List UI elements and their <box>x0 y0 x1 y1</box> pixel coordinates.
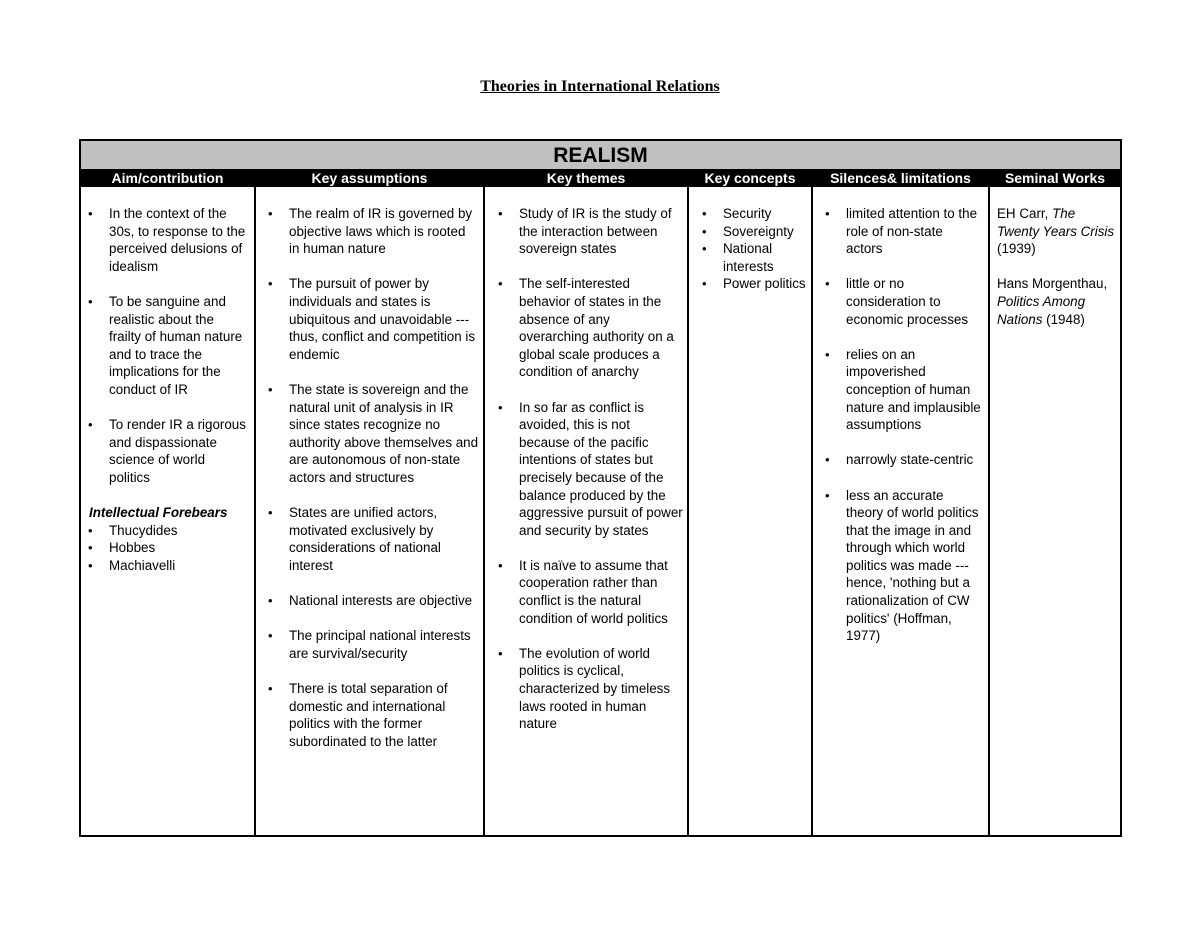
list-item: • The self-interested behavior of states in the absence of any overarching authority on a global scale produces a condition of anarchy <box>491 275 683 381</box>
seminal-work <box>997 275 1115 328</box>
aim-list <box>81 205 247 487</box>
work-year: (1939) <box>997 241 1036 257</box>
header-assumptions: Key assumptions <box>256 169 483 187</box>
column-divider <box>483 169 485 835</box>
list-item: • The pursuit of power by individuals and states is ubiquitous and unavoidable --- thus, conflict and competition is endemic <box>261 275 479 363</box>
themes-list <box>491 205 683 733</box>
list-item: • National interests are objective <box>261 592 479 610</box>
list-item: • It is naïve to assume that cooperation rather than conflict is the natural condition of world politics <box>491 557 683 627</box>
table-banner: REALISM <box>81 141 1120 170</box>
list-item: • In so far as conflict is avoided, this is not because of the pacific intentions of states but precisely because of the balance produced by the aggressive pursuit of power and security by states <box>491 399 683 540</box>
list-item: • Thucydides <box>81 522 247 540</box>
list-item: • The principal national interests are survival/security <box>261 627 479 662</box>
cell-works <box>997 205 1115 346</box>
seminal-work <box>997 205 1115 258</box>
header-works: Seminal Works <box>990 169 1120 187</box>
list-item: • Hobbes <box>81 539 247 557</box>
work-author: Hans Morgenthau, <box>997 276 1108 292</box>
cell-themes <box>491 205 683 750</box>
forebears-list <box>81 522 247 575</box>
list-item: • Study of IR is the study of the interaction between sovereign states <box>491 205 683 258</box>
column-divider <box>254 169 256 835</box>
list-item: • The realm of IR is governed by objective laws which is rooted in human nature <box>261 205 479 258</box>
header-silences: Silences& limitations <box>813 169 988 187</box>
list-item: • National interests <box>695 240 807 275</box>
cell-assumptions <box>261 205 479 768</box>
list-item: • To render IR a rigorous and dispassionate science of world politics <box>81 416 247 486</box>
cell-aim <box>81 205 247 574</box>
list-item: • To be sanguine and realistic about the frailty of human nature and to trace the implications for the conduct of IR <box>81 293 247 399</box>
list-item: • The state is sovereign and the natural unit of analysis in IR since states recognize no authority above themselves and are autonomous of non-state actors and structures <box>261 381 479 487</box>
header-concepts: Key concepts <box>689 169 811 187</box>
list-item: • The evolution of world politics is cyclical, characterized by timeless laws rooted in human nature <box>491 645 683 733</box>
list-item: • There is total separation of domestic and international politics with the former subordinated to the latter <box>261 680 479 750</box>
list-item: • little or no consideration to economic processes <box>818 275 982 328</box>
cell-concepts <box>695 205 807 293</box>
list-item: • States are unified actors, motivated exclusively by considerations of national interest <box>261 504 479 574</box>
forebears-heading: Intellectual Forebears <box>89 505 228 521</box>
work-year: (1948) <box>1046 311 1085 327</box>
work-title: The Twenty Years Crisis <box>997 206 1115 239</box>
list-item: • In the context of the 30s, to response to the perceived delusions of idealism <box>81 205 247 275</box>
realism-table <box>79 139 1122 837</box>
list-item: • Sovereignty <box>695 223 807 241</box>
document-title: Theories in International Relations <box>480 78 720 95</box>
list-item: • relies on an impoverished conception of human nature and implausible assumptions <box>818 346 982 434</box>
header-themes: Key themes <box>485 169 687 187</box>
list-item: • less an accurate theory of world politics that the image in and through which world politics was made --- hence, 'nothing but a rationalization of CW politics' (Hoffman, 1977) <box>818 487 982 645</box>
list-item: • narrowly state-centric <box>818 451 982 469</box>
header-aim: Aim/contribution <box>81 169 254 187</box>
assumptions-list <box>261 205 479 750</box>
concepts-list <box>695 205 807 293</box>
column-divider <box>988 169 990 835</box>
cell-silences <box>818 205 982 662</box>
list-item: • Machiavelli <box>81 557 247 575</box>
list-item: • Security <box>695 205 807 223</box>
column-divider <box>811 169 813 835</box>
list-item: • Power politics <box>695 275 807 293</box>
column-divider <box>687 169 689 835</box>
list-item: • limited attention to the role of non-state actors <box>818 205 982 258</box>
silences-list <box>818 205 982 645</box>
work-title: Politics Among Nations <box>997 293 1086 327</box>
work-author: EH Carr, <box>997 206 1049 221</box>
